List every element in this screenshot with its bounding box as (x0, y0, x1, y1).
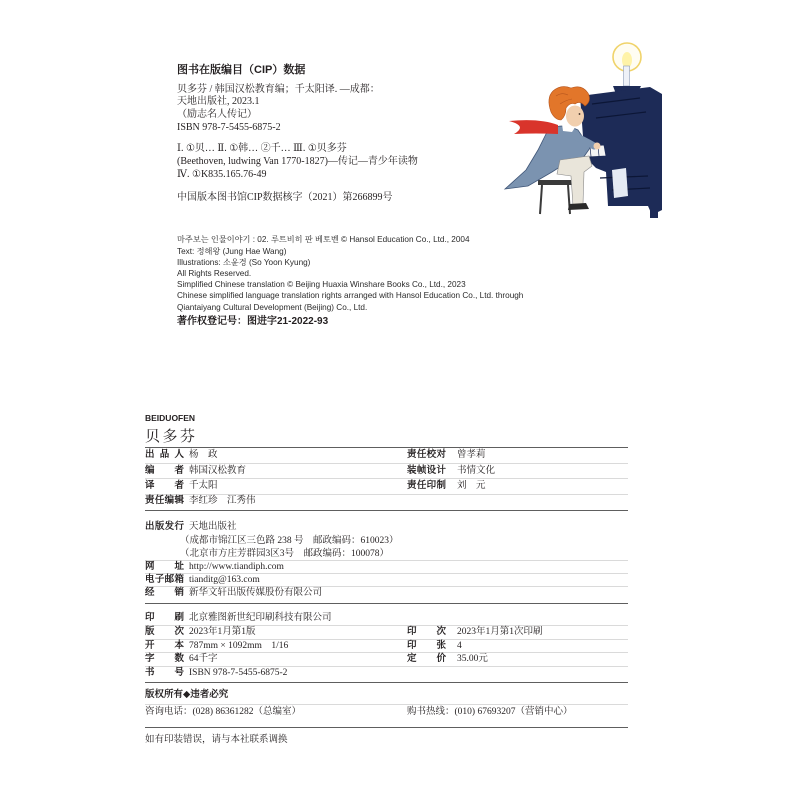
copyright-registration: 著作权登记号：图进字21-2022-93 (177, 316, 329, 327)
credit-value: 杨 政 (189, 450, 218, 460)
cip-subject-line: (Beethoven, ludwing Van 1770-1827)—传记—青少年读物 (177, 155, 418, 167)
sheets-label: 印张 (407, 639, 446, 651)
credit-label: 译者 (145, 480, 184, 491)
word-count-value: 64千字 (189, 654, 218, 664)
cip-entry-line: （励志名人传记） (177, 108, 257, 120)
sheets-value: 4 (457, 640, 462, 651)
inquiry-phone: 咨询电话：(028) 86361282（总编室） (145, 707, 301, 717)
credit-label: 责任校对 (407, 449, 446, 460)
rights-line: Qiantaiyang Cultural Development (Beijing) Co., Ltd. (177, 302, 368, 312)
publisher-value: 天地出版社 (189, 522, 237, 532)
piano-leg (650, 200, 658, 218)
misprint-notice: 如有印装错误，请与本社联系调换 (145, 735, 288, 745)
price-label: 定价 (407, 653, 446, 664)
boy-hand (594, 143, 601, 150)
impression-label: 印次 (407, 626, 446, 637)
credit-label: 责任印制 (407, 480, 446, 491)
cip-heading: 图书在版编目（CIP）数据 (177, 64, 306, 76)
boy-shoe (568, 203, 589, 210)
book-title: 贝多芬 (145, 429, 198, 445)
isbn-value: ISBN 978-7-5455-6875-2 (189, 667, 288, 678)
email-value: tianditg@163.com (189, 574, 260, 585)
rights-line: Text: 정해왕 (Jung Hae Wang) (177, 246, 287, 256)
credit-label: 装帧设计 (407, 464, 446, 476)
credit-value: 韩国汉松教育 (189, 465, 247, 476)
section-divider (145, 510, 628, 511)
cip-subject-line: Ⅳ. ①K835.165.76-49 (177, 168, 267, 180)
rights-line: Chinese simplified language translation rights arranged with Hansol Education Co., Ltd. through (177, 291, 524, 301)
boy-face (566, 106, 584, 127)
edition-value: 2023年1月第1版 (189, 627, 256, 637)
credit-label: 编者 (145, 464, 184, 476)
section-divider (145, 727, 628, 728)
candle-stick (624, 66, 630, 86)
stool-legs (540, 185, 570, 214)
cip-entry-line: 天地出版社, 2023.1 (177, 96, 260, 108)
word-count-label: 字数 (145, 653, 184, 664)
boy-at-piano-illustration (495, 38, 670, 220)
rights-line: Illustrations: 소윤경 (So Yoon Kyung) (177, 257, 311, 267)
order-hotline: 购书热线：(010) 67693207（营销中心） (407, 707, 573, 717)
publisher-address: （北京市方庄芳群园3区3号 邮政编码：100078） (180, 548, 390, 559)
credit-value: 曾孝莉 (457, 450, 486, 460)
cip-entry-line: 贝多芬 / 韩国汉松教育编；千太阳译. —成都： (177, 83, 380, 95)
cip-subject-line: Ⅰ. ①贝… Ⅱ. ①韩… ②千… Ⅲ. ①贝多芬 (177, 142, 347, 154)
credit-value: 书情文化 (457, 465, 496, 476)
section-divider (145, 603, 628, 604)
credit-value: 刘 元 (457, 481, 486, 491)
piano-highlight (612, 168, 628, 198)
credit-value: 千太阳 (189, 481, 218, 491)
email-label: 电子邮箱 (145, 573, 184, 585)
credit-label: 出品人 (145, 449, 184, 460)
credit-value: 李红珍 江秀伟 (189, 496, 256, 506)
credit-label: 责任编辑 (145, 495, 184, 506)
cip-approval-number: 中国版本图书馆CIP数据核字（2021）第266899号 (177, 191, 393, 203)
format-label: 开本 (145, 639, 184, 651)
section-divider (145, 682, 628, 683)
distributor-value: 新华文轩出版传媒股份有限公司 (189, 588, 323, 598)
printer-value: 北京雅图新世纪印刷科技有限公司 (189, 613, 332, 623)
printer-label: 印刷 (145, 612, 184, 623)
publisher-label: 出版发行 (145, 521, 184, 532)
candle-flame (622, 52, 632, 68)
publisher-address: （成都市锦江区三色路 238 号 邮政编码：610023） (180, 535, 399, 546)
distributor-label: 经销 (145, 587, 184, 598)
rights-line: 마주보는 인물이야기 : 02. 루트비히 판 베토벤 © Hansol Education Co., Ltd., 2004 (177, 235, 470, 245)
boy-scarf (509, 120, 558, 134)
website-label: 网址 (145, 560, 184, 572)
boy-eye (579, 113, 581, 115)
format-value: 787mm × 1092mm 1/16 (189, 640, 289, 651)
stool-seat (538, 180, 572, 185)
impression-value: 2023年1月第1次印刷 (457, 627, 543, 637)
rights-line: Simplified Chinese translation © Beijing Huaxia Winshare Books Co., Ltd., 2023 (177, 280, 466, 290)
cip-isbn: ISBN 978-7-5455-6875-2 (177, 121, 281, 133)
price-value: 35.00元 (457, 654, 488, 664)
edition-label: 版次 (145, 626, 184, 637)
rights-notice: 版权所有◆违者必究 (145, 689, 229, 700)
pinyin-title: BEIDUOFEN (145, 413, 196, 423)
website-value: http://www.tiandiph.com (189, 561, 284, 572)
isbn-label: 书号 (145, 666, 184, 678)
rights-line: All Rights Reserved. (177, 269, 252, 278)
